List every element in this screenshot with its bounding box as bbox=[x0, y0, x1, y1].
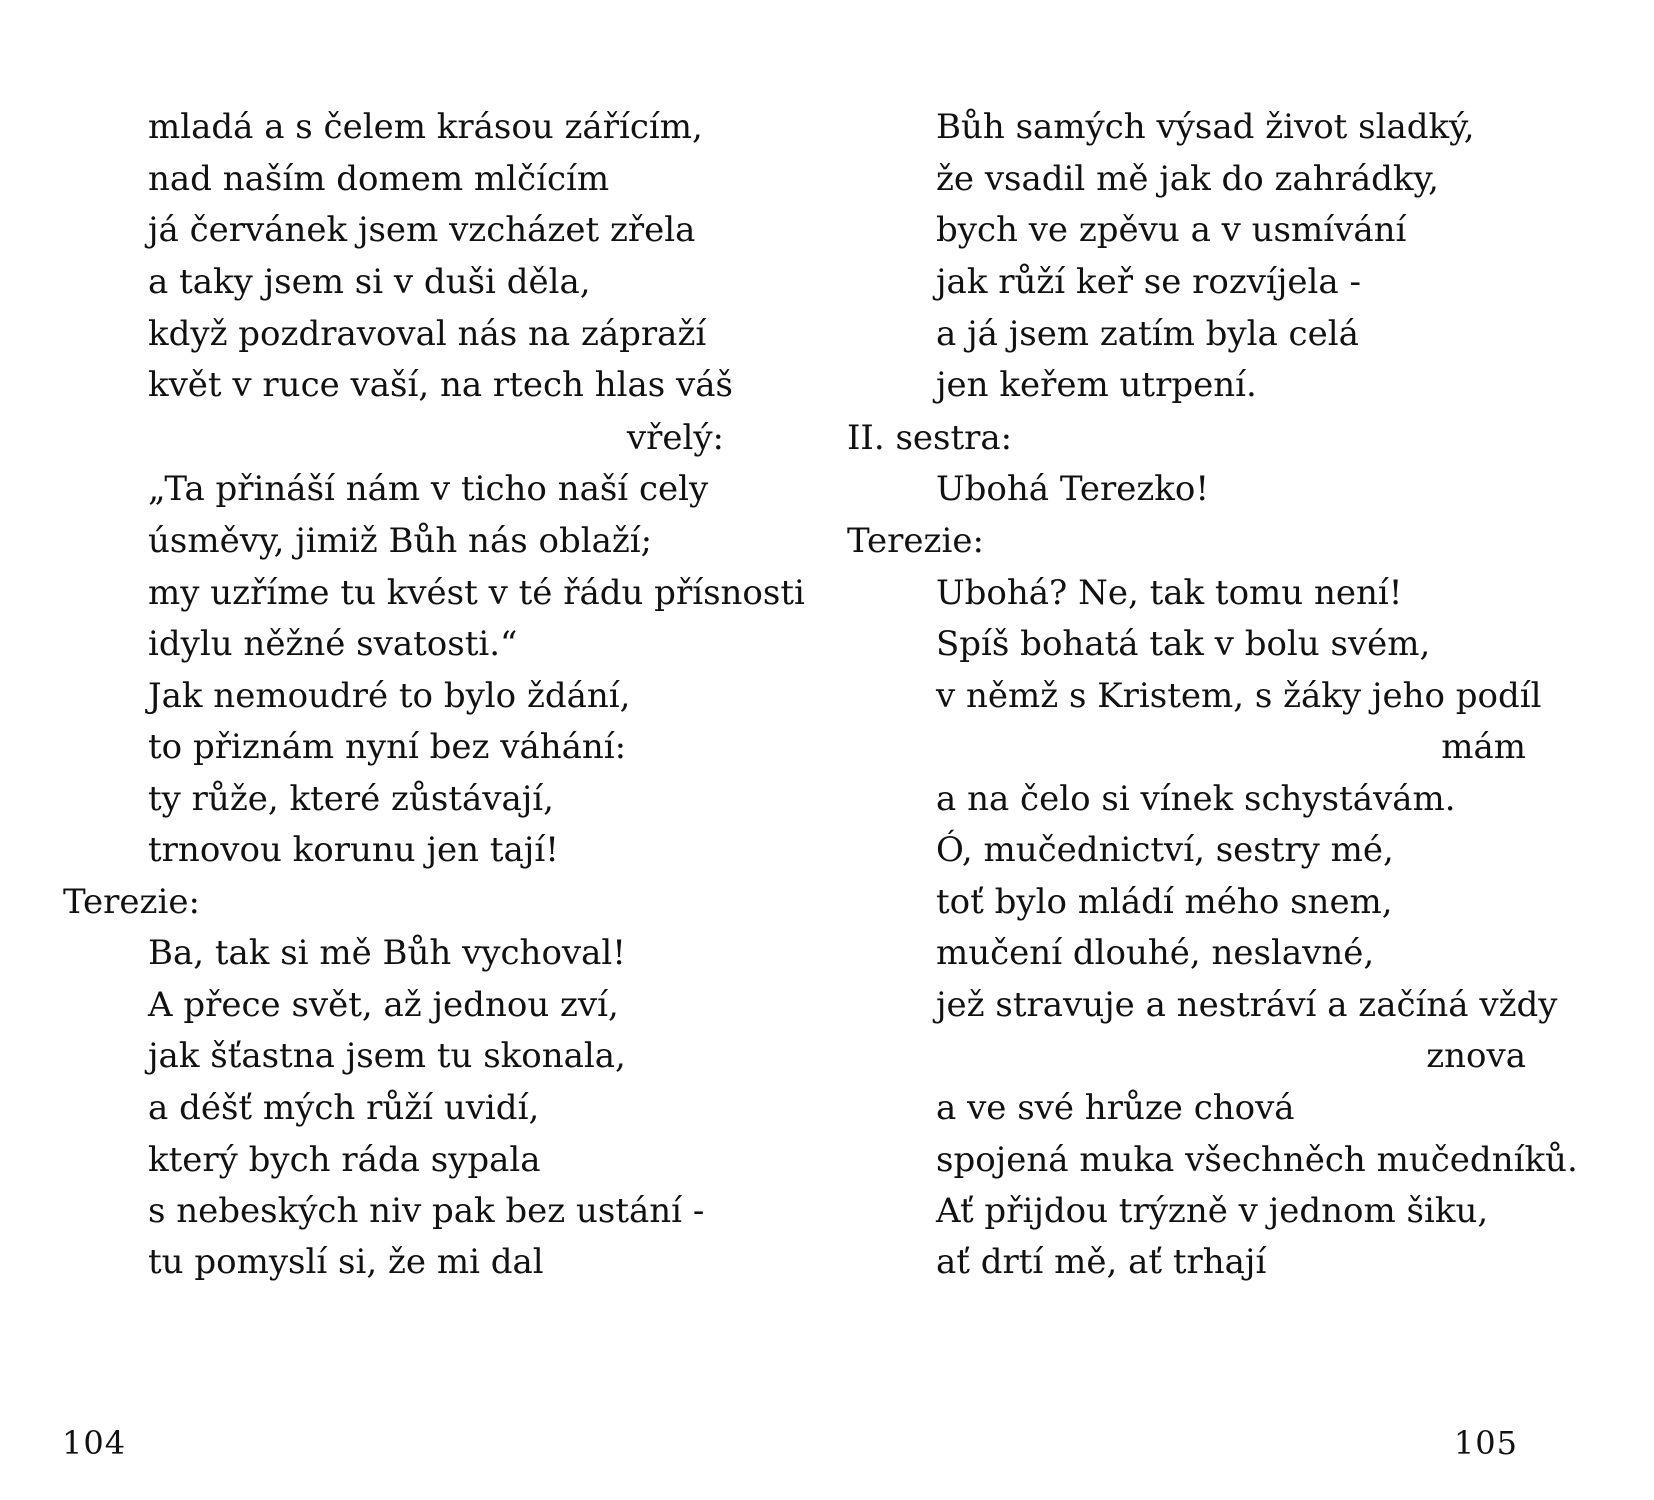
verse-line: jež stravuje a nestráví a začíná vždy bbox=[936, 985, 1558, 1025]
verse-line: mučení dlouhé, neslavné, bbox=[936, 933, 1375, 973]
verse-line: Jak nemoudré to bylo ždání, bbox=[148, 676, 631, 716]
verse-line: v němž s Kristem, s žáky jeho podíl bbox=[936, 676, 1542, 716]
verse-line: já červánek jsem vzcházet zřela bbox=[148, 210, 696, 250]
verse-line: to přiznám nyní bez váhání: bbox=[148, 727, 627, 767]
verse-line: nad naším domem mlčícím bbox=[148, 159, 610, 199]
verse-line: který bych ráda sypala bbox=[148, 1140, 541, 1180]
verse-line: Ba, tak si mě Bůh vychoval! bbox=[148, 933, 626, 973]
page-number: 104 bbox=[62, 1424, 127, 1462]
verse-line: Bůh samých výsad život sladký, bbox=[936, 107, 1475, 147]
verse-line: a já jsem zatím byla celá bbox=[936, 314, 1359, 354]
verse-line: mladá a s čelem krásou zářícím, bbox=[148, 107, 703, 147]
verse-line: s nebeských niv pak bez ustání - bbox=[148, 1191, 705, 1231]
verse-line: když pozdravoval nás na zápraží bbox=[148, 314, 707, 354]
verse-line: a ve své hrůze chová bbox=[936, 1088, 1295, 1128]
verse-line: toť bylo mládí mého snem, bbox=[936, 882, 1393, 922]
speaker-label: II. sestra: bbox=[847, 418, 1013, 458]
verse-line: Ubohá Terezko! bbox=[936, 469, 1210, 509]
verse-line: Ať přijdou trýzně v jednom šiku, bbox=[936, 1191, 1489, 1231]
verse-line: tu pomyslí si, že mi dal bbox=[148, 1242, 544, 1282]
verse-line: „Ta přináší nám v ticho naší cely bbox=[148, 469, 709, 509]
verse-line-continuation: znova bbox=[1426, 1036, 1526, 1076]
verse-line: Ubohá? Ne, tak tomu není! bbox=[936, 573, 1403, 613]
verse-line: jen keřem utrpení. bbox=[936, 365, 1257, 405]
verse-line: a déšť mých růží uvidí, bbox=[148, 1088, 540, 1128]
verse-line: bych ve zpěvu a v usmívání bbox=[936, 210, 1407, 250]
verse-line-continuation: mám bbox=[1441, 727, 1526, 767]
verse-line-continuation: vřelý: bbox=[626, 418, 724, 458]
verse-line: ať drtí mě, ať trhají bbox=[936, 1242, 1267, 1282]
page-number: 105 bbox=[1453, 1424, 1518, 1462]
verse-line: trnovou korunu jen tají! bbox=[148, 830, 559, 870]
verse-line: spojená muka všechněch mučedníků. bbox=[936, 1140, 1578, 1180]
verse-line: úsměvy, jimiž Bůh nás oblaží; bbox=[148, 521, 653, 561]
verse-line: Ó, mučednictví, sestry mé, bbox=[936, 830, 1394, 870]
verse-line: a na čelo si vínek schystávám. bbox=[936, 779, 1456, 819]
right-page bbox=[827, 0, 1654, 1500]
verse-line: jak šťastna jsem tu skonala, bbox=[148, 1036, 626, 1076]
verse-line: ty růže, které zůstávají, bbox=[148, 779, 554, 819]
speaker-label: Terezie: bbox=[847, 521, 984, 561]
verse-line: a taky jsem si v duši děla, bbox=[148, 262, 591, 302]
verse-line: že vsadil mě jak do zahrádky, bbox=[936, 159, 1439, 199]
verse-line: květ v ruce vaší, na rtech hlas váš bbox=[148, 365, 733, 405]
verse-line: A přece svět, až jednou zví, bbox=[148, 985, 619, 1025]
verse-line: my uzříme tu kvést v té řádu přísnosti bbox=[148, 573, 805, 613]
speaker-label: Terezie: bbox=[63, 882, 200, 922]
verse-line: idylu něžné svatosti.“ bbox=[148, 624, 518, 664]
verse-line: Spíš bohatá tak v bolu svém, bbox=[936, 624, 1431, 664]
verse-line: jak růží keř se rozvíjela - bbox=[936, 262, 1361, 302]
